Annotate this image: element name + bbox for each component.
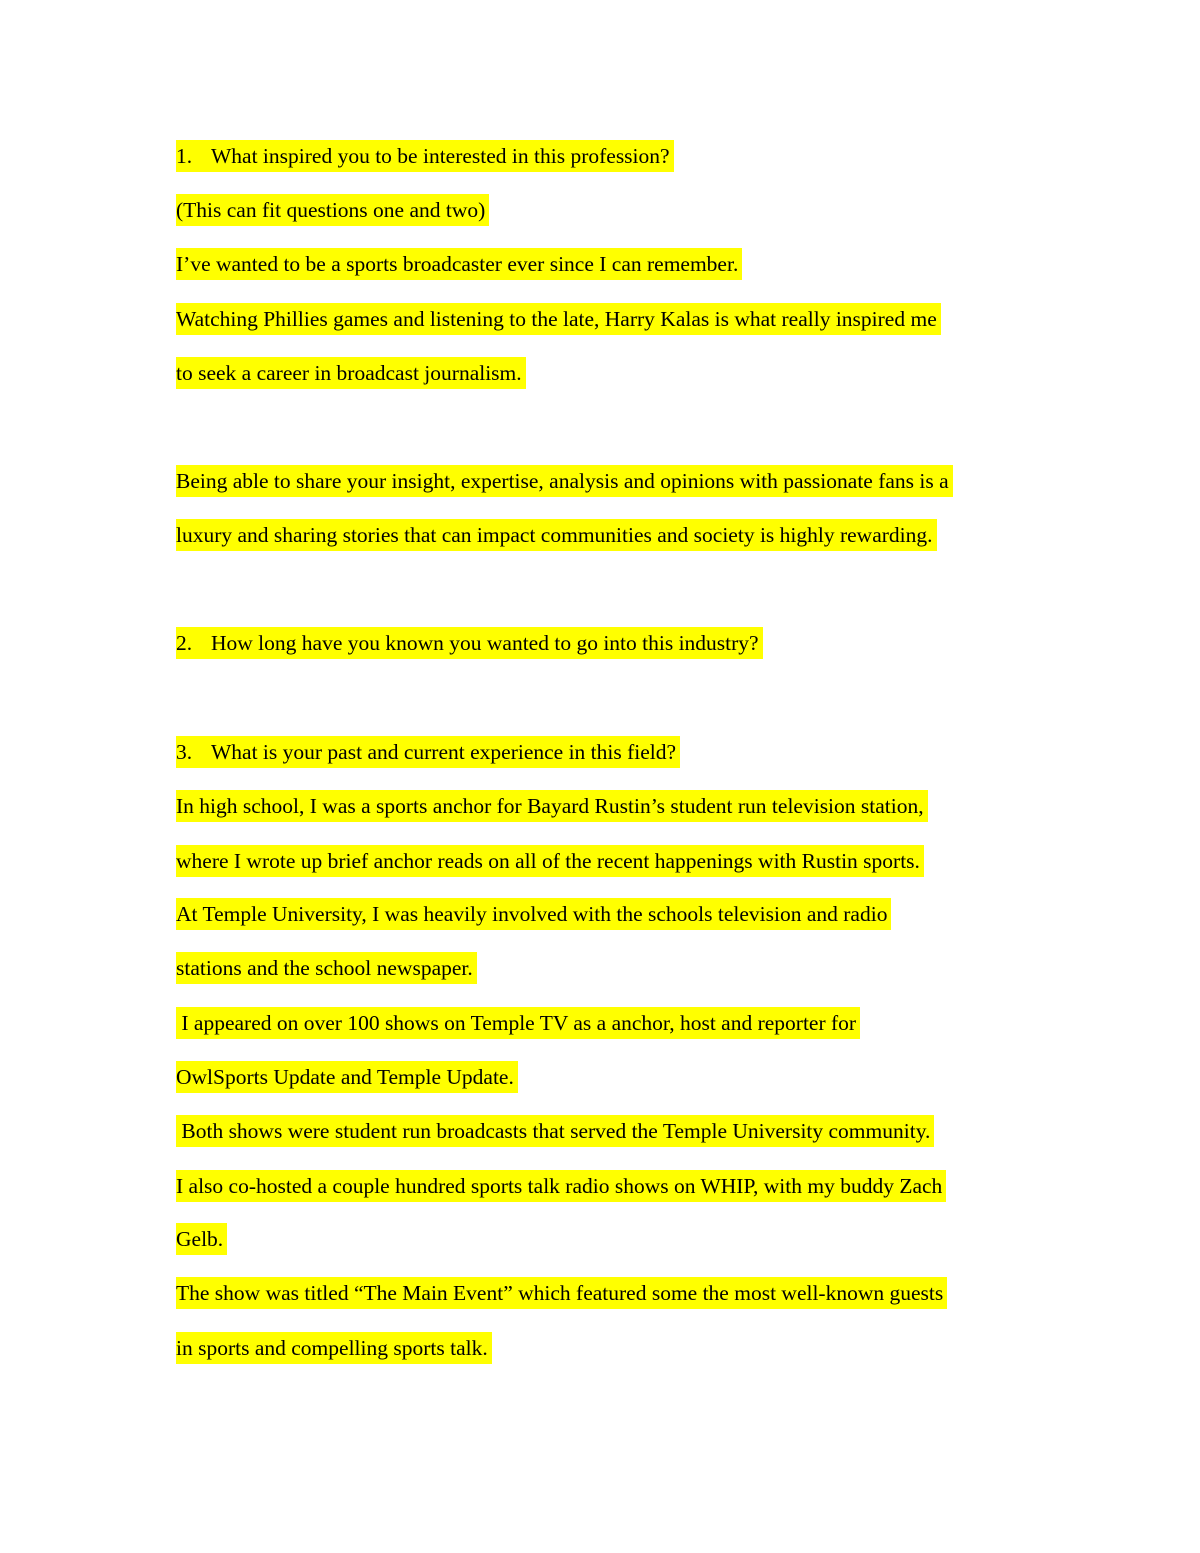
highlighted-text: OwlSports Update and Temple Update. [176, 1061, 518, 1093]
paragraph-line [176, 790, 928, 822]
question-3 [176, 736, 680, 768]
paragraph-line [176, 1170, 946, 1202]
paragraph-line [176, 194, 489, 226]
question-text: How long have you known you wanted to go into this industry? [211, 631, 759, 655]
highlighted-text: The show was titled “The Main Event” which featured some the most well-known guests [176, 1277, 947, 1309]
paragraph-line [176, 465, 953, 497]
paragraph-line [176, 1332, 492, 1364]
paragraph-line [176, 519, 937, 551]
highlighted-text: (This can fit questions one and two) [176, 194, 489, 226]
highlighted-text: stations and the school newspaper. [176, 952, 477, 984]
paragraph-line [176, 1007, 860, 1039]
highlighted-text: Both shows were student run broadcasts that served the Temple University community. [176, 1115, 934, 1147]
highlighted-text [176, 736, 680, 768]
question-text: What inspired you to be interested in this profession? [211, 144, 670, 168]
highlighted-text [176, 627, 763, 659]
highlighted-text: to seek a career in broadcast journalism. [176, 357, 526, 389]
paragraph-line [176, 1277, 947, 1309]
highlighted-text: At Temple University, I was heavily involved with the schools television and radio [176, 898, 891, 930]
question-number: 1. [176, 144, 193, 168]
paragraph-line [176, 303, 941, 335]
paragraph-line [176, 248, 742, 280]
highlighted-text: Gelb. [176, 1223, 227, 1255]
paragraph-line [176, 357, 526, 389]
highlighted-text: I appeared on over 100 shows on Temple TV as a anchor, host and reporter for [176, 1007, 860, 1039]
highlighted-text: I’ve wanted to be a sports broadcaster ever since I can remember. [176, 248, 742, 280]
highlighted-text [176, 140, 674, 172]
highlighted-text: In high school, I was a sports anchor for Bayard Rustin’s student run television station, [176, 790, 928, 822]
question-number: 3. [176, 740, 193, 764]
paragraph-line [176, 952, 477, 984]
highlighted-text: luxury and sharing stories that can impact communities and society is highly rewarding. [176, 519, 937, 551]
question-number: 2. [176, 631, 193, 655]
paragraph-line [176, 1115, 934, 1147]
question-2 [176, 627, 763, 659]
paragraph-line [176, 845, 924, 877]
highlighted-text: I also co-hosted a couple hundred sports talk radio shows on WHIP, with my buddy Zach [176, 1170, 946, 1202]
question-1 [176, 140, 674, 172]
paragraph-line [176, 898, 891, 930]
highlighted-text: Being able to share your insight, expertise, analysis and opinions with passionate fans is a [176, 465, 953, 497]
paragraph-line [176, 1223, 227, 1255]
highlighted-text: in sports and compelling sports talk. [176, 1332, 492, 1364]
paragraph-line [176, 1061, 518, 1093]
highlighted-text: where I wrote up brief anchor reads on all of the recent happenings with Rustin sports. [176, 845, 924, 877]
question-text: What is your past and current experience in this field? [211, 740, 677, 764]
highlighted-text: Watching Phillies games and listening to the late, Harry Kalas is what really inspired me [176, 303, 941, 335]
